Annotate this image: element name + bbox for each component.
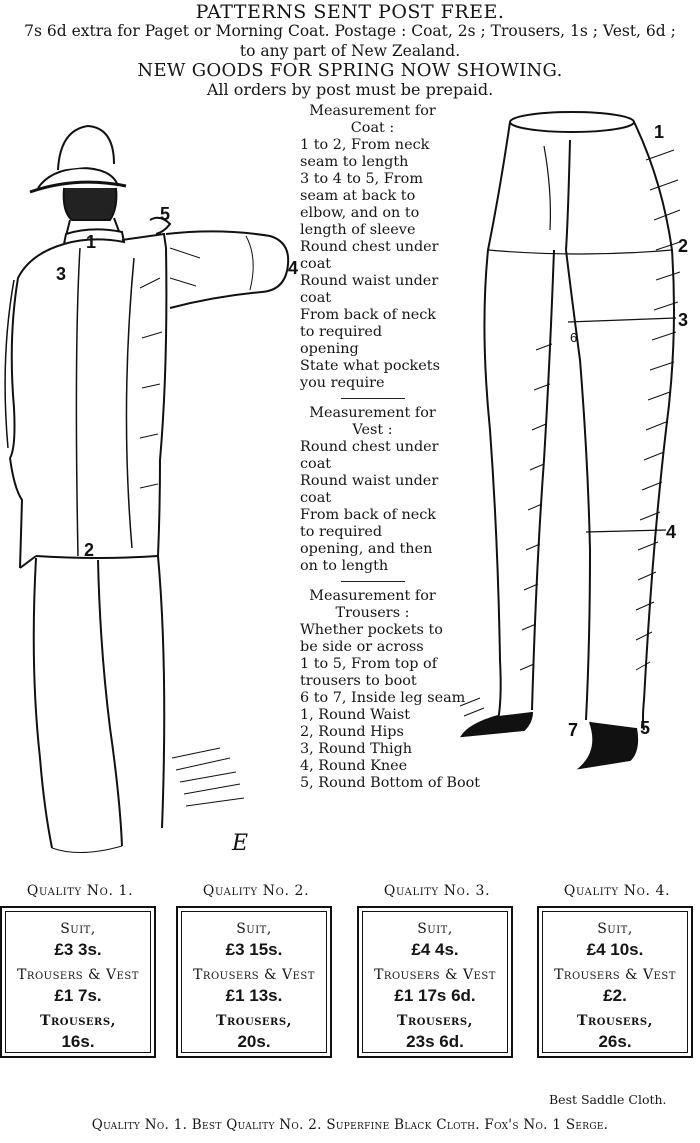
coat-number-4: 4 <box>288 258 299 278</box>
trousers-item: 1, Round Waist <box>300 707 411 723</box>
trousers-vest-price: £1 17s 6d. <box>394 986 476 1005</box>
coat-item: From back of neck to required opening <box>300 307 437 357</box>
vest-item: From back of neck to required opening, and then on to length <box>300 507 437 574</box>
coat-number-3: 3 <box>56 264 67 284</box>
trousers-figure-illustration <box>440 100 700 780</box>
trousers-item: Whether pockets to be side or across <box>300 622 443 655</box>
trousers-measurements <box>300 588 481 792</box>
coat-measurements <box>300 103 445 392</box>
quality-column-3 <box>357 880 517 1051</box>
price-box <box>357 906 513 1058</box>
trousers-label: Trousers, <box>216 1013 292 1029</box>
trouser-number-5: 5 <box>640 718 651 738</box>
coat-number-2: 2 <box>84 540 95 560</box>
suit-price: £3 3s. <box>54 940 102 959</box>
trousers-item: 4, Round Knee <box>300 758 408 774</box>
vest-item: Round waist under coat <box>300 473 439 506</box>
coat-number-5: 5 <box>160 204 171 224</box>
vest-item: Round chest under coat <box>300 439 439 472</box>
coat-item: 1 to 2, From neck seam to length <box>300 137 430 170</box>
trousers-item: 3, Round Thigh <box>300 741 413 757</box>
trousers-label: Trousers, <box>577 1013 653 1029</box>
price-box <box>0 906 156 1058</box>
coat-item: 3 to 4 to 5, From seam at back to elbow, and on to length of sleeve <box>300 171 423 238</box>
trousers-label: Trousers, <box>40 1013 116 1029</box>
price-box <box>537 906 693 1058</box>
quality-label: Quality No. 1. <box>26 883 134 899</box>
saddle-cloth-note: Best Saddle Cloth. <box>549 1092 667 1107</box>
coat-item: State what pockets you require <box>300 358 440 391</box>
footer-quality-line: Quality No. 1. Best Quality No. 2. Superfine Black Cloth. Fox's No. 1 Serge. <box>91 1117 609 1133</box>
suit-label: Suit, <box>597 921 633 937</box>
header-title: PATTERNS SENT POST FREE. <box>195 1 505 23</box>
trousers-item: 5, Round Bottom of Boot <box>300 775 481 791</box>
trousers-vest-price: £1 7s. <box>54 986 102 1005</box>
quality-column-2 <box>176 880 336 1051</box>
trousers-item: 2, Round Hips <box>300 724 404 740</box>
suit-label: Suit, <box>236 921 272 937</box>
trousers-item: 6 to 7, Inside leg seam <box>300 690 466 706</box>
quality-label: Quality No. 3. <box>383 883 491 899</box>
coat-heading: Measurement for Coat : <box>309 103 436 136</box>
trousers-price: 16s. <box>61 1032 95 1051</box>
quality-column-4 <box>537 880 697 1051</box>
section-divider <box>341 581 405 582</box>
trouser-number-3: 3 <box>678 310 689 330</box>
trouser-number-1: 1 <box>654 122 665 142</box>
trousers-item: 1 to 5, From top of trousers to boot <box>300 656 438 689</box>
trouser-number-6: 6 <box>570 330 578 345</box>
trousers-heading: Measurement for Trousers : <box>309 588 436 621</box>
coat-number-1: 1 <box>86 232 97 252</box>
trousers-vest-label: Trousers & Vest <box>17 967 139 983</box>
section-divider <box>341 398 405 399</box>
trouser-number-4: 4 <box>666 522 677 542</box>
trousers-label: Trousers, <box>397 1013 473 1029</box>
suit-price: £4 10s. <box>586 940 644 959</box>
trousers-vest-label: Trousers & Vest <box>374 967 496 983</box>
trousers-price: 23s 6d. <box>406 1032 464 1051</box>
vest-measurements <box>300 405 445 575</box>
trousers-price: 20s. <box>237 1032 271 1051</box>
signature-mark: E <box>232 831 249 856</box>
trousers-vest-label: Trousers & Vest <box>193 967 315 983</box>
spring-notice: NEW GOODS FOR SPRING NOW SHOWING. <box>137 60 563 81</box>
suit-label: Suit, <box>417 921 453 937</box>
trouser-number-7: 7 <box>568 720 579 740</box>
suit-label: Suit, <box>60 921 96 937</box>
prepaid-notice: All orders by post must be prepaid. <box>206 80 494 99</box>
trousers-vest-price: £1 13s. <box>225 986 283 1005</box>
trousers-vest-label: Trousers & Vest <box>554 967 676 983</box>
measurement-instructions <box>300 103 481 792</box>
vest-heading: Measurement for Vest : <box>309 405 436 438</box>
coat-figure-illustration <box>0 108 300 860</box>
postage-line-2: to any part of New Zealand. <box>239 42 461 60</box>
trouser-number-2: 2 <box>678 236 689 256</box>
quality-column-1 <box>0 880 160 1051</box>
trousers-vest-price: £2. <box>603 986 627 1005</box>
coat-item: Round waist under coat <box>300 273 439 306</box>
trousers-price: 26s. <box>598 1032 632 1051</box>
quality-label: Quality No. 4. <box>563 883 671 899</box>
coat-item: Round chest under coat <box>300 239 439 272</box>
price-box <box>176 906 332 1058</box>
suit-price: £4 4s. <box>411 940 459 959</box>
quality-label: Quality No. 2. <box>202 883 310 899</box>
postage-line: 7s 6d extra for Paget or Morning Coat. Postage : Coat, 2s ; Trousers, 1s ; Vest, 6d ; <box>24 22 676 40</box>
suit-price: £3 15s. <box>225 940 283 959</box>
